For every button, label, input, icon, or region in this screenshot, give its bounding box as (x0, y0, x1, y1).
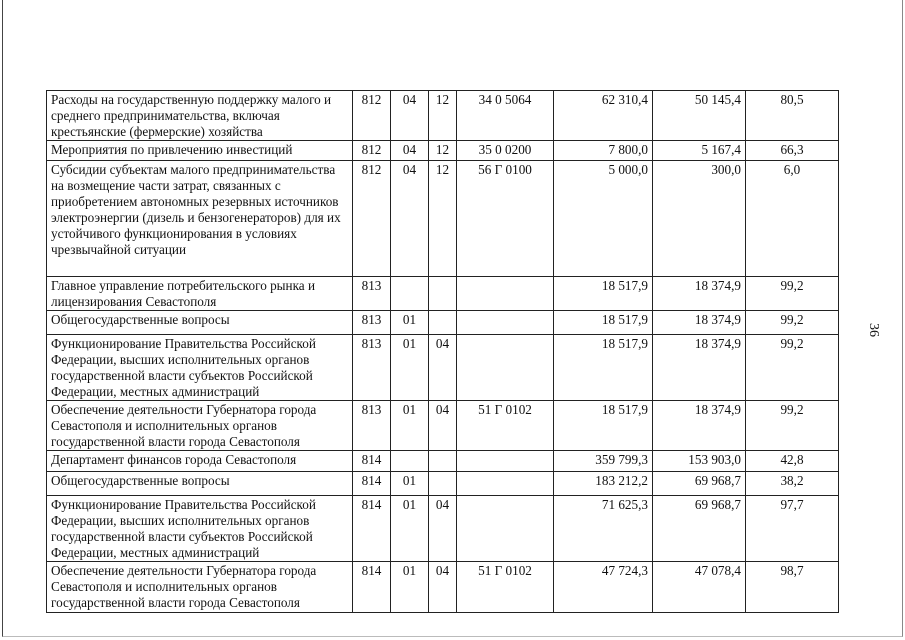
cell-plan: 359 799,3 (554, 451, 653, 472)
cell-rz: 01 (391, 335, 429, 401)
cell-pr (429, 311, 457, 335)
cell-pct: 42,8 (746, 451, 839, 472)
cell-pr: 12 (429, 161, 457, 277)
cell-pct: 99,2 (746, 335, 839, 401)
table-row (47, 472, 839, 496)
cell-fact: 300,0 (653, 161, 746, 277)
cell-pr: 04 (429, 335, 457, 401)
cell-name: Обеспечение деятельности Губернатора города Севастополя и исполнительных органов государственной власти города Севастополя (47, 562, 353, 613)
cell-fact: 18 374,9 (653, 335, 746, 401)
cell-pr: 04 (429, 496, 457, 562)
cell-fact: 5 167,4 (653, 141, 746, 161)
table-row (47, 451, 839, 472)
table-row (47, 141, 839, 161)
cell-grbs: 814 (353, 472, 391, 496)
cell-pct: 99,2 (746, 311, 839, 335)
table-row (47, 335, 839, 401)
cell-pct: 80,5 (746, 91, 839, 141)
cell-fact: 18 374,9 (653, 401, 746, 451)
cell-grbs: 812 (353, 141, 391, 161)
page-number: 36 (866, 323, 881, 337)
cell-pct: 6,0 (746, 161, 839, 277)
cell-fact: 18 374,9 (653, 277, 746, 311)
cell-rz: 01 (391, 311, 429, 335)
cell-name: Расходы на государственную поддержку малого и среднего предпринимательства, включая крестьянские (фермерские) хозяйства (47, 91, 353, 141)
cell-grbs: 813 (353, 335, 391, 401)
cell-plan: 5 000,0 (554, 161, 653, 277)
cell-pr (429, 451, 457, 472)
cell-csr (457, 277, 554, 311)
table-row (47, 311, 839, 335)
cell-grbs: 813 (353, 311, 391, 335)
cell-pr: 04 (429, 562, 457, 613)
cell-name: Функционирование Правительства Российской Федерации, высших исполнительных органов государственной власти субъектов Российской Федерации, местных администраций (47, 496, 353, 562)
cell-name: Обеспечение деятельности Губернатора города Севастополя и исполнительных органов государственной власти города Севастополя (47, 401, 353, 451)
cell-name: Общегосударственные вопросы (47, 311, 353, 335)
table-row (47, 562, 839, 613)
cell-rz: 01 (391, 472, 429, 496)
cell-csr: 56 Г 0100 (457, 161, 554, 277)
cell-name: Главное управление потребительского рынка и лицензирования Севастополя (47, 277, 353, 311)
cell-rz: 01 (391, 496, 429, 562)
cell-rz: 01 (391, 401, 429, 451)
cell-pr: 12 (429, 91, 457, 141)
cell-grbs: 814 (353, 562, 391, 613)
cell-plan: 7 800,0 (554, 141, 653, 161)
cell-csr (457, 335, 554, 401)
cell-csr (457, 472, 554, 496)
table-row (47, 161, 839, 277)
cell-pct: 99,2 (746, 277, 839, 311)
cell-pct: 98,7 (746, 562, 839, 613)
cell-pct: 38,2 (746, 472, 839, 496)
cell-plan: 18 517,9 (554, 277, 653, 311)
cell-rz: 04 (391, 91, 429, 141)
table-row (47, 91, 839, 141)
cell-csr: 51 Г 0102 (457, 562, 554, 613)
cell-pct: 97,7 (746, 496, 839, 562)
cell-plan: 47 724,3 (554, 562, 653, 613)
cell-pct: 66,3 (746, 141, 839, 161)
budget-table (46, 90, 839, 613)
cell-rz: 04 (391, 141, 429, 161)
cell-name: Функционирование Правительства Российской Федерации, высших исполнительных органов государственной власти субъектов Российской Федерации, местных администраций (47, 335, 353, 401)
cell-fact: 50 145,4 (653, 91, 746, 141)
cell-fact: 153 903,0 (653, 451, 746, 472)
cell-rz: 04 (391, 161, 429, 277)
cell-plan: 18 517,9 (554, 401, 653, 451)
cell-fact: 18 374,9 (653, 311, 746, 335)
cell-grbs: 812 (353, 91, 391, 141)
table-row (47, 277, 839, 311)
cell-csr (457, 451, 554, 472)
cell-csr: 34 0 5064 (457, 91, 554, 141)
cell-rz: 01 (391, 562, 429, 613)
cell-rz (391, 451, 429, 472)
cell-plan: 18 517,9 (554, 335, 653, 401)
cell-pr (429, 472, 457, 496)
cell-fact: 69 968,7 (653, 472, 746, 496)
cell-plan: 71 625,3 (554, 496, 653, 562)
cell-pr: 04 (429, 401, 457, 451)
cell-name: Общегосударственные вопросы (47, 472, 353, 496)
cell-name: Субсидии субъектам малого предпринимательства на возмещение части затрат, связанных с приобретением автономных резервных источников электроэнергии (дизель и бензогенераторов) для их устойчивого функционирования в условиях чрезвычайной ситуации (47, 161, 353, 277)
cell-csr (457, 311, 554, 335)
cell-grbs: 813 (353, 401, 391, 451)
cell-grbs: 813 (353, 277, 391, 311)
cell-csr: 51 Г 0102 (457, 401, 554, 451)
table-row (47, 401, 839, 451)
cell-csr (457, 496, 554, 562)
cell-pct: 99,2 (746, 401, 839, 451)
cell-plan: 62 310,4 (554, 91, 653, 141)
cell-fact: 47 078,4 (653, 562, 746, 613)
cell-plan: 183 212,2 (554, 472, 653, 496)
cell-grbs: 814 (353, 496, 391, 562)
cell-grbs: 812 (353, 161, 391, 277)
cell-name: Департамент финансов города Севастополя (47, 451, 353, 472)
cell-pr (429, 277, 457, 311)
cell-fact: 69 968,7 (653, 496, 746, 562)
table-row (47, 496, 839, 562)
cell-grbs: 814 (353, 451, 391, 472)
cell-name: Мероприятия по привлечению инвестиций (47, 141, 353, 161)
cell-pr: 12 (429, 141, 457, 161)
cell-rz (391, 277, 429, 311)
cell-plan: 18 517,9 (554, 311, 653, 335)
cell-csr: 35 0 0200 (457, 141, 554, 161)
